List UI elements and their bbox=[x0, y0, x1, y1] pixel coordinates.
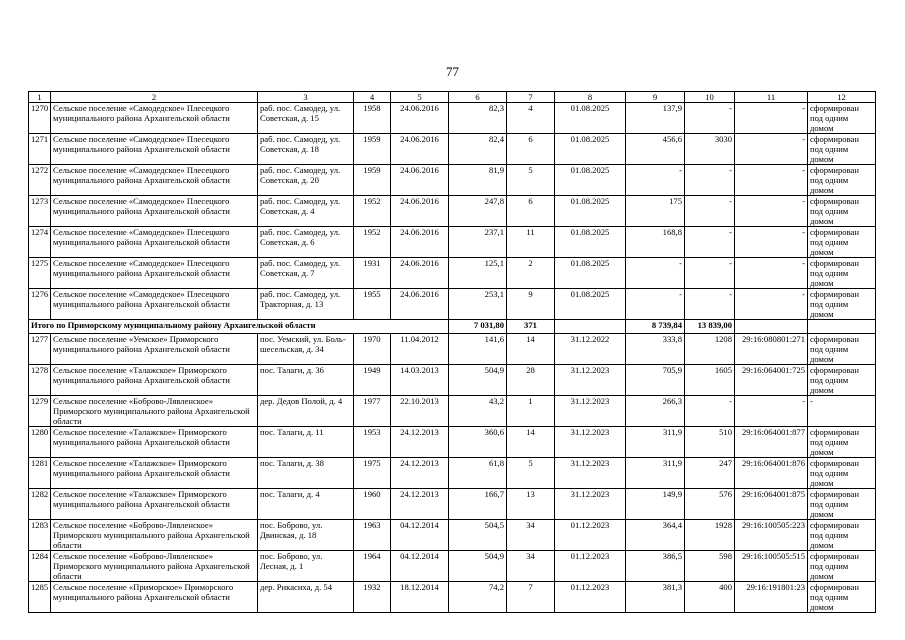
residents-cell: 34 bbox=[507, 520, 555, 551]
plot-status-cell: сформирован под одним домом bbox=[808, 551, 876, 582]
area-cell: 504,9 bbox=[449, 365, 507, 396]
cost-cell: 333,8 bbox=[626, 334, 685, 365]
plot-area-cell: 1928 bbox=[685, 520, 735, 551]
settlement-cell: Сельское поселение «Талажское» Приморского муниципального района Архангельской области bbox=[51, 427, 258, 458]
area-cell: 125,1 bbox=[449, 258, 507, 289]
plot-status-cell: сформирован под одним домом bbox=[808, 334, 876, 365]
cadastral-number-cell: - bbox=[735, 103, 808, 134]
table-row bbox=[29, 551, 876, 582]
date-cell: 24.06.2016 bbox=[391, 103, 449, 134]
area-cell: 360,6 bbox=[449, 427, 507, 458]
residents-cell: 28 bbox=[507, 365, 555, 396]
plot-area-cell: - bbox=[685, 165, 735, 196]
row-number: 1283 bbox=[29, 520, 51, 551]
date-cell: 24.12.2013 bbox=[391, 427, 449, 458]
column-number: 11 bbox=[735, 92, 808, 103]
address-cell: раб. пос. Самодед, ул. Советская, д. 18 bbox=[258, 134, 354, 165]
plot-status-cell: - bbox=[808, 396, 876, 427]
plot-area-cell: - bbox=[685, 227, 735, 258]
plot-status-cell: сформирован под одним домом bbox=[808, 365, 876, 396]
table-row bbox=[29, 103, 876, 134]
area-cell: 81,9 bbox=[449, 165, 507, 196]
cadastral-number-cell: 29:16:064001:876 bbox=[735, 458, 808, 489]
area-cell: 43,2 bbox=[449, 396, 507, 427]
residents-cell: 2 bbox=[507, 258, 555, 289]
residents-cell: 5 bbox=[507, 458, 555, 489]
settlement-cell: Сельское поселение «Самодедское» Плесецкого муниципального района Архангельской области bbox=[51, 258, 258, 289]
column-number-row bbox=[29, 92, 876, 103]
residents-cell: 9 bbox=[507, 289, 555, 320]
date-cell: 04.12.2014 bbox=[391, 520, 449, 551]
table-row bbox=[29, 258, 876, 289]
settlement-cell: Сельское поселение «Боброво-Лявленское» Приморского муниципального района Архангельской области bbox=[51, 520, 258, 551]
settlement-cell: Сельское поселение «Самодедское» Плесецкого муниципального района Архангельской области bbox=[51, 165, 258, 196]
cadastral-number-cell: 29:16:100505:223 bbox=[735, 520, 808, 551]
settlement-cell: Сельское поселение «Боброво-Лявленское» Приморского муниципального района Архангельской области bbox=[51, 551, 258, 582]
plot-area-cell: - bbox=[685, 196, 735, 227]
address-cell: пос. Уемский, ул. Боль-шесельская, д. 34 bbox=[258, 334, 354, 365]
cadastral-number-cell: - bbox=[735, 258, 808, 289]
area-cell: 237,1 bbox=[449, 227, 507, 258]
table-row bbox=[29, 227, 876, 258]
address-cell: пос. Талаги, д. 11 bbox=[258, 427, 354, 458]
deadline-cell: 01.12.2023 bbox=[555, 551, 626, 582]
registry-table bbox=[28, 91, 876, 613]
address-cell: пос. Боброво, ул. Лесная, д. 1 bbox=[258, 551, 354, 582]
area-cell: 247,8 bbox=[449, 196, 507, 227]
year-cell: 1977 bbox=[354, 396, 391, 427]
total-row bbox=[29, 320, 876, 334]
area-cell: 166,7 bbox=[449, 489, 507, 520]
cadastral-number-cell: 29:16:191801:23 bbox=[735, 582, 808, 613]
deadline-cell: 31.12.2022 bbox=[555, 334, 626, 365]
deadline-cell: 01.08.2025 bbox=[555, 196, 626, 227]
plot-status-cell: сформирован под одним домом bbox=[808, 196, 876, 227]
total-cost: 8 739,84 bbox=[626, 320, 685, 334]
plot-area-cell: 1208 bbox=[685, 334, 735, 365]
address-cell: пос. Талаги, д. 4 bbox=[258, 489, 354, 520]
row-number: 1276 bbox=[29, 289, 51, 320]
deadline-cell: 01.12.2023 bbox=[555, 582, 626, 613]
plot-status-cell: сформирован под одним домом bbox=[808, 489, 876, 520]
column-number: 10 bbox=[685, 92, 735, 103]
cadastral-number-cell: 29:16:064001:725 bbox=[735, 365, 808, 396]
address-cell: раб. пос. Самодед, ул. Советская, д. 7 bbox=[258, 258, 354, 289]
address-cell: раб. пос. Самодед, ул. Советская, д. 15 bbox=[258, 103, 354, 134]
date-cell: 24.06.2016 bbox=[391, 196, 449, 227]
address-cell: раб. пос. Самодед, ул. Советская, д. 6 bbox=[258, 227, 354, 258]
cost-cell: 137,9 bbox=[626, 103, 685, 134]
cost-cell: - bbox=[626, 165, 685, 196]
deadline-cell: 01.08.2025 bbox=[555, 134, 626, 165]
row-number: 1274 bbox=[29, 227, 51, 258]
year-cell: 1959 bbox=[354, 165, 391, 196]
year-cell: 1964 bbox=[354, 551, 391, 582]
deadline-cell: 01.08.2025 bbox=[555, 258, 626, 289]
table-row bbox=[29, 334, 876, 365]
table-row bbox=[29, 196, 876, 227]
cost-cell: 266,3 bbox=[626, 396, 685, 427]
deadline-cell: 01.08.2025 bbox=[555, 227, 626, 258]
deadline-cell: 01.08.2025 bbox=[555, 289, 626, 320]
row-number: 1273 bbox=[29, 196, 51, 227]
row-number: 1270 bbox=[29, 103, 51, 134]
address-cell: пос. Талаги, д. 38 bbox=[258, 458, 354, 489]
residents-cell: 14 bbox=[507, 334, 555, 365]
area-cell: 504,9 bbox=[449, 551, 507, 582]
residents-cell: 6 bbox=[507, 134, 555, 165]
cost-cell: 456,6 bbox=[626, 134, 685, 165]
residents-cell: 1 bbox=[507, 396, 555, 427]
plot-status-cell: сформирован под одним домом bbox=[808, 258, 876, 289]
row-number: 1275 bbox=[29, 258, 51, 289]
column-number: 3 bbox=[258, 92, 354, 103]
date-cell: 24.12.2013 bbox=[391, 489, 449, 520]
total-plot-area: 13 839,00 bbox=[685, 320, 735, 334]
plot-area-cell: - bbox=[685, 103, 735, 134]
date-cell: 18.12.2014 bbox=[391, 582, 449, 613]
table-row bbox=[29, 165, 876, 196]
plot-area-cell: 247 bbox=[685, 458, 735, 489]
column-number: 6 bbox=[449, 92, 507, 103]
plot-status-cell: сформирован под одним домом bbox=[808, 458, 876, 489]
cadastral-number-cell: - bbox=[735, 227, 808, 258]
row-number: 1272 bbox=[29, 165, 51, 196]
table-row bbox=[29, 134, 876, 165]
plot-area-cell: 400 bbox=[685, 582, 735, 613]
column-number: 8 bbox=[555, 92, 626, 103]
row-number: 1279 bbox=[29, 396, 51, 427]
cost-cell: 364,4 bbox=[626, 520, 685, 551]
area-cell: 141,6 bbox=[449, 334, 507, 365]
cost-cell: 168,8 bbox=[626, 227, 685, 258]
cadastral-number-cell: - bbox=[735, 134, 808, 165]
year-cell: 1931 bbox=[354, 258, 391, 289]
cost-cell: - bbox=[626, 289, 685, 320]
deadline-cell: 31.12.2023 bbox=[555, 365, 626, 396]
cost-cell: 386,5 bbox=[626, 551, 685, 582]
cost-cell: 705,9 bbox=[626, 365, 685, 396]
cost-cell: 311,9 bbox=[626, 427, 685, 458]
deadline-cell: 31.12.2023 bbox=[555, 489, 626, 520]
plot-status-cell: сформирован под одним домом bbox=[808, 582, 876, 613]
date-cell: 11.04.2012 bbox=[391, 334, 449, 365]
total-area: 7 031,80 bbox=[449, 320, 507, 334]
column-number: 7 bbox=[507, 92, 555, 103]
residents-cell: 14 bbox=[507, 427, 555, 458]
row-number: 1285 bbox=[29, 582, 51, 613]
cadastral-number-cell: - bbox=[735, 396, 808, 427]
settlement-cell: Сельское поселение «Талажское» Приморского муниципального района Архангельской области bbox=[51, 365, 258, 396]
year-cell: 1958 bbox=[354, 103, 391, 134]
address-cell: раб. пос. Самодед, ул. Советская, д. 20 bbox=[258, 165, 354, 196]
year-cell: 1970 bbox=[354, 334, 391, 365]
cadastral-number-cell: - bbox=[735, 196, 808, 227]
year-cell: 1975 bbox=[354, 458, 391, 489]
column-number: 5 bbox=[391, 92, 449, 103]
table-row bbox=[29, 289, 876, 320]
total-residents: 371 bbox=[507, 320, 555, 334]
settlement-cell: Сельское поселение «Талажское» Приморского муниципального района Архангельской области bbox=[51, 489, 258, 520]
table-row bbox=[29, 489, 876, 520]
table-row bbox=[29, 520, 876, 551]
row-number: 1281 bbox=[29, 458, 51, 489]
plot-status-cell: сформирован под одним домом bbox=[808, 134, 876, 165]
plot-area-cell: 510 bbox=[685, 427, 735, 458]
deadline-cell: 01.08.2025 bbox=[555, 103, 626, 134]
empty-cell bbox=[808, 320, 876, 334]
plot-area-cell: 576 bbox=[685, 489, 735, 520]
address-cell: пос. Боброво, ул. Двинская, д. 18 bbox=[258, 520, 354, 551]
date-cell: 24.06.2016 bbox=[391, 227, 449, 258]
year-cell: 1955 bbox=[354, 289, 391, 320]
plot-status-cell: сформирован под одним домом bbox=[808, 427, 876, 458]
row-number: 1280 bbox=[29, 427, 51, 458]
column-number: 12 bbox=[808, 92, 876, 103]
settlement-cell: Сельское поселение «Талажское» Приморского муниципального района Архангельской области bbox=[51, 458, 258, 489]
settlement-cell: Сельское поселение «Самодедское» Плесецкого муниципального района Архангельской области bbox=[51, 227, 258, 258]
row-number: 1284 bbox=[29, 551, 51, 582]
column-number: 4 bbox=[354, 92, 391, 103]
table-row bbox=[29, 396, 876, 427]
table-row bbox=[29, 582, 876, 613]
cost-cell: 175 bbox=[626, 196, 685, 227]
empty-cell bbox=[735, 320, 808, 334]
column-number: 9 bbox=[626, 92, 685, 103]
residents-cell: 13 bbox=[507, 489, 555, 520]
residents-cell: 4 bbox=[507, 103, 555, 134]
area-cell: 82,3 bbox=[449, 103, 507, 134]
plot-status-cell: сформирован под одним домом bbox=[808, 165, 876, 196]
residents-cell: 6 bbox=[507, 196, 555, 227]
date-cell: 22.10.2013 bbox=[391, 396, 449, 427]
table-row bbox=[29, 427, 876, 458]
date-cell: 24.12.2013 bbox=[391, 458, 449, 489]
deadline-cell: 01.12.2023 bbox=[555, 520, 626, 551]
table-row bbox=[29, 458, 876, 489]
cadastral-number-cell: - bbox=[735, 165, 808, 196]
cadastral-number-cell: 29:16:080801:271 bbox=[735, 334, 808, 365]
page-number: 77 bbox=[446, 64, 459, 79]
year-cell: 1963 bbox=[354, 520, 391, 551]
plot-area-cell: - bbox=[685, 396, 735, 427]
date-cell: 24.06.2016 bbox=[391, 134, 449, 165]
cadastral-number-cell: 29:16:064001:875 bbox=[735, 489, 808, 520]
address-cell: пос. Талаги, д. 36 bbox=[258, 365, 354, 396]
plot-area-cell: - bbox=[685, 258, 735, 289]
settlement-cell: Сельское поселение «Самодедское» Плесецкого муниципального района Архангельской области bbox=[51, 289, 258, 320]
plot-area-cell: 3030 bbox=[685, 134, 735, 165]
cadastral-number-cell: - bbox=[735, 289, 808, 320]
table-row bbox=[29, 365, 876, 396]
plot-status-cell: сформирован под одним домом bbox=[808, 289, 876, 320]
date-cell: 24.06.2016 bbox=[391, 165, 449, 196]
residents-cell: 7 bbox=[507, 582, 555, 613]
area-cell: 253,1 bbox=[449, 289, 507, 320]
settlement-cell: Сельское поселение «Приморское» Приморского муниципального района Архангельской области bbox=[51, 582, 258, 613]
settlement-cell: Сельское поселение «Самодедское» Плесецкого муниципального района Архангельской области bbox=[51, 196, 258, 227]
year-cell: 1952 bbox=[354, 196, 391, 227]
area-cell: 82,4 bbox=[449, 134, 507, 165]
cadastral-number-cell: 29:16:064001:877 bbox=[735, 427, 808, 458]
settlement-cell: Сельское поселение «Самодедское» Плесецкого муниципального района Архангельской области bbox=[51, 134, 258, 165]
deadline-cell: 01.08.2025 bbox=[555, 165, 626, 196]
date-cell: 04.12.2014 bbox=[391, 551, 449, 582]
row-number: 1278 bbox=[29, 365, 51, 396]
settlement-cell: Сельское поселение «Уемское» Приморского муниципального района Архангельской области bbox=[51, 334, 258, 365]
settlement-cell: Сельское поселение «Боброво-Лявленское» Приморского муниципального района Архангельской области bbox=[51, 396, 258, 427]
plot-area-cell: 1605 bbox=[685, 365, 735, 396]
cost-cell: 149,9 bbox=[626, 489, 685, 520]
date-cell: 24.06.2016 bbox=[391, 258, 449, 289]
year-cell: 1932 bbox=[354, 582, 391, 613]
settlement-cell: Сельское поселение «Самодедское» Плесецкого муниципального района Архангельской области bbox=[51, 103, 258, 134]
empty-cell bbox=[555, 320, 626, 334]
area-cell: 74,2 bbox=[449, 582, 507, 613]
address-cell: дер. Дедов Полой, д. 4 bbox=[258, 396, 354, 427]
area-cell: 504,5 bbox=[449, 520, 507, 551]
total-label: Итого по Приморскому муниципальному району Архангельской области bbox=[29, 320, 449, 334]
cost-cell: - bbox=[626, 258, 685, 289]
residents-cell: 5 bbox=[507, 165, 555, 196]
cost-cell: 311,9 bbox=[626, 458, 685, 489]
row-number: 1282 bbox=[29, 489, 51, 520]
residents-cell: 34 bbox=[507, 551, 555, 582]
column-number: 1 bbox=[29, 92, 51, 103]
plot-area-cell: 598 bbox=[685, 551, 735, 582]
plot-status-cell: сформирован под одним домом bbox=[808, 520, 876, 551]
address-cell: раб. пос. Самодед, ул. Тракторная, д. 13 bbox=[258, 289, 354, 320]
year-cell: 1949 bbox=[354, 365, 391, 396]
year-cell: 1959 bbox=[354, 134, 391, 165]
year-cell: 1953 bbox=[354, 427, 391, 458]
address-cell: раб. пос. Самодед, ул. Советская, д. 4 bbox=[258, 196, 354, 227]
plot-status-cell: сформирован под одним домом bbox=[808, 227, 876, 258]
year-cell: 1960 bbox=[354, 489, 391, 520]
year-cell: 1952 bbox=[354, 227, 391, 258]
deadline-cell: 31.12.2023 bbox=[555, 458, 626, 489]
row-number: 1271 bbox=[29, 134, 51, 165]
plot-status-cell: сформирован под одним домом bbox=[808, 103, 876, 134]
date-cell: 14.03.2013 bbox=[391, 365, 449, 396]
column-number: 2 bbox=[51, 92, 258, 103]
area-cell: 61,8 bbox=[449, 458, 507, 489]
deadline-cell: 31.12.2023 bbox=[555, 396, 626, 427]
date-cell: 24.06.2016 bbox=[391, 289, 449, 320]
cadastral-number-cell: 29:16:100505:515 bbox=[735, 551, 808, 582]
deadline-cell: 31.12.2023 bbox=[555, 427, 626, 458]
plot-area-cell: - bbox=[685, 289, 735, 320]
address-cell: дер. Рикасиха, д. 54 bbox=[258, 582, 354, 613]
cost-cell: 381,3 bbox=[626, 582, 685, 613]
row-number: 1277 bbox=[29, 334, 51, 365]
residents-cell: 11 bbox=[507, 227, 555, 258]
